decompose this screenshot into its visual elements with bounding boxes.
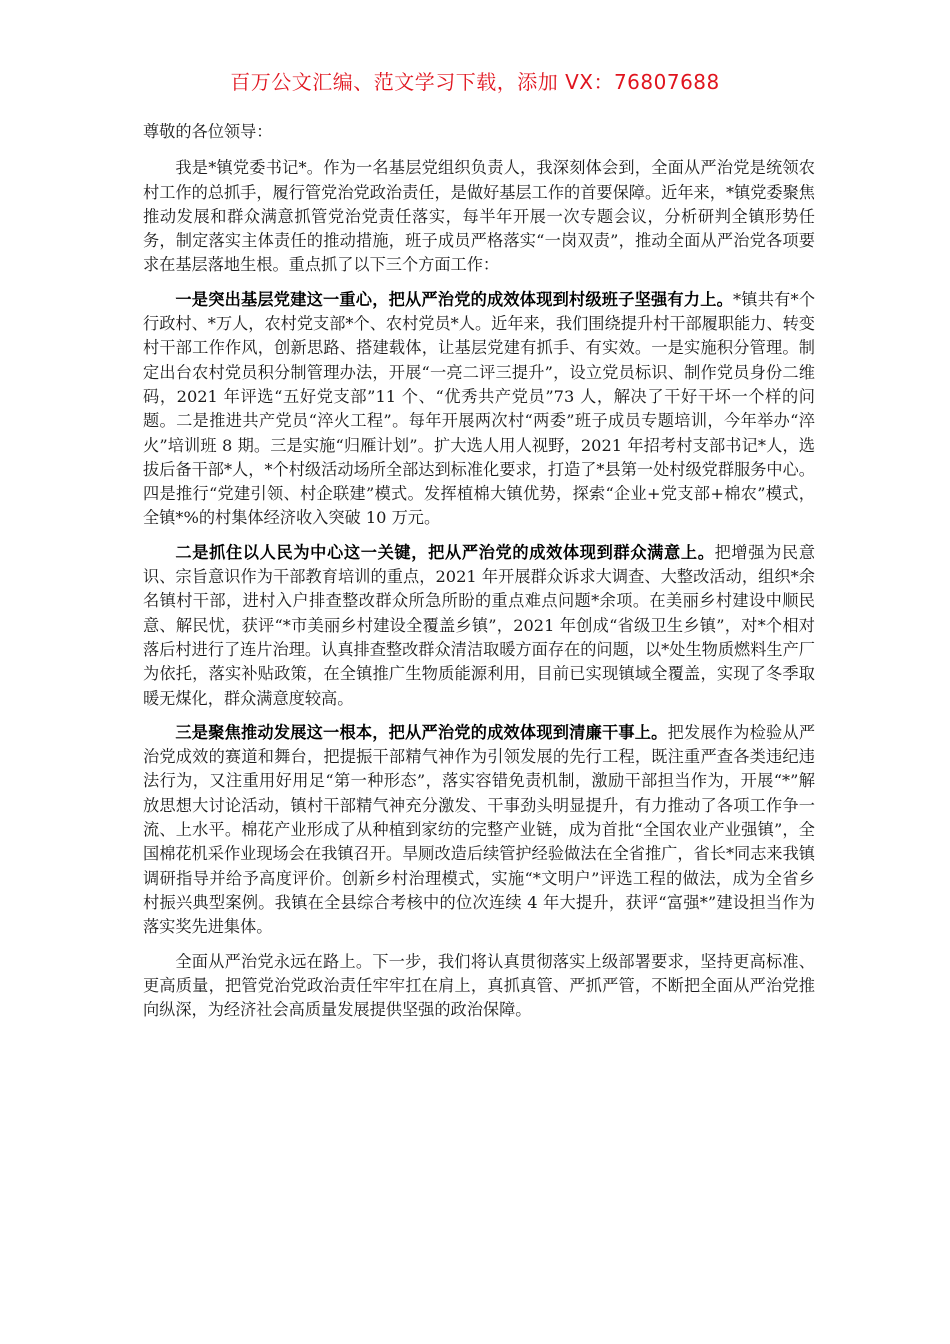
section-3-paragraph <box>143 721 815 940</box>
section-1-body: *镇共有*个行政村、*万人，农村党支部*个、农村党员*人。近年来，我们围绕提升村干部履职能力、转变村干部工作作风，创新思路、搭建载体，让基层党建有抓手、有实效。一是实施积分管理。制定出台农村党员积分制管理办法，开展“一亮二评三提升”，设立党员标识、制作党员身份二维码，2021 年评选“五好党支部”11 个、“优秀共产党员”73 人，解决了干好干坏一个样的问题。二是推进共产党员“淬火工程”。每年开展两次村“两委”班子成员专题培训，今年举办“淬火”培训班 8 期。三是实施“归雁计划”。扩大选人用人视野，2021 年招考村支部书记*人，选拔后备干部*人，*个村级活动场所全部达到标准化要求，打造了*县第一处村级党群服务中心。四是推行“党建引领、村企联建”模式。发挥植棉大镇优势，探索“企业+党支部+棉农”模式，全镇*%的村集体经济收入突破 10 万元。 <box>143 289 816 528</box>
intro-paragraph: 我是*镇党委书记*。作为一名基层党组织负责人，我深刻体会到，全面从严治党是统领农村工作的总抓手，履行管党治党政治责任，是做好基层工作的首要保障。近年来，*镇党委聚焦推动发展和群众满意抓管党治党责任落实，每半年开展一次专题会议，分析研判全镇形势任务，制定落实主体责任的推动措施，班子成员严格落实“一岗双责”，推动全面从严治党各项要求在基层落地生根。重点抓了以下三个方面工作： <box>143 158 815 275</box>
speech-body <box>143 120 815 1032</box>
closing-paragraph: 全面从严治党永远在路上。下一步，我们将认真贯彻落实上级部署要求，坚持更高标准、更高质量，把管党治党政治责任牢牢扛在肩上，真抓真管、严抓严管，不断把全面从严治党推向纵深，为经济社会高质量发展提供坚强的政治保障。 <box>143 951 815 1020</box>
section-2-heading: 二是抓住以人民为中心这一关键，把从严治党的成效体现到群众满意上。 <box>175 542 715 562</box>
section-1-paragraph <box>143 288 815 531</box>
section-1-heading: 一是突出基层党建这一重心，把从严治党的成效体现到村级班子坚强有力上。 <box>175 289 733 309</box>
section-2-body: 把增强为民意识、宗旨意识作为干部教育培训的重点，2021 年开展群众诉求大调查、大整改活动，组织*余名镇村干部，进村入户排查整改群众所急所盼的重点难点问题*余项。在美丽乡村建设中顺民意、解民忧，获评“*市美丽乡村建设全覆盖乡镇”，2021 年创成“省级卫生乡镇”，对*个相对落后村进行了连片治理。认真排查整改群众清洁取暖方面存在的问题，以*处生物质燃料生产厂为依托，落实补贴政策，在全镇推广生物质能源利用，目前已实现镇域全覆盖，实现了冬季取暖无煤化，群众满意度较高。 <box>143 542 816 708</box>
section-3-body: 把发展作为检验从严治党成效的赛道和舞台，把提振干部精气神作为引领发展的先行工程，既注重严查各类违纪违法行为，又注重用好用足“第一种形态”，落实容错免责机制，激励干部担当作为，开展“*”解放思想大讨论活动，镇村干部精气神充分激发、干事劲头明显提升，有力推动了各项工作争一流、上水平。棉花产业形成了从种植到家纺的完整产业链，成为首批“全国农业产业强镇”，全国棉花机采作业现场会在我镇召开。旱厕改造后续管护经验做法在全省推广，省长*同志来我镇调研指导并给予高度评价。创新乡村治理模式，实施“*文明户”评选工程的做法，成为全省乡村振兴典型案例。我镇在全县综合考核中的位次连续 4 年大提升，获评“富强*”建设担当作为落实奖先进集体。 <box>143 722 816 937</box>
section-2-paragraph <box>143 541 815 711</box>
watermark-banner: 百万公文汇编、范文学习下载，添加 VX：76807688 <box>230 70 720 94</box>
section-3-heading: 三是聚焦推动发展这一根本，把从严治党的成效体现到清廉干事上。 <box>175 722 668 742</box>
salutation: 尊敬的各位领导： <box>143 122 273 141</box>
